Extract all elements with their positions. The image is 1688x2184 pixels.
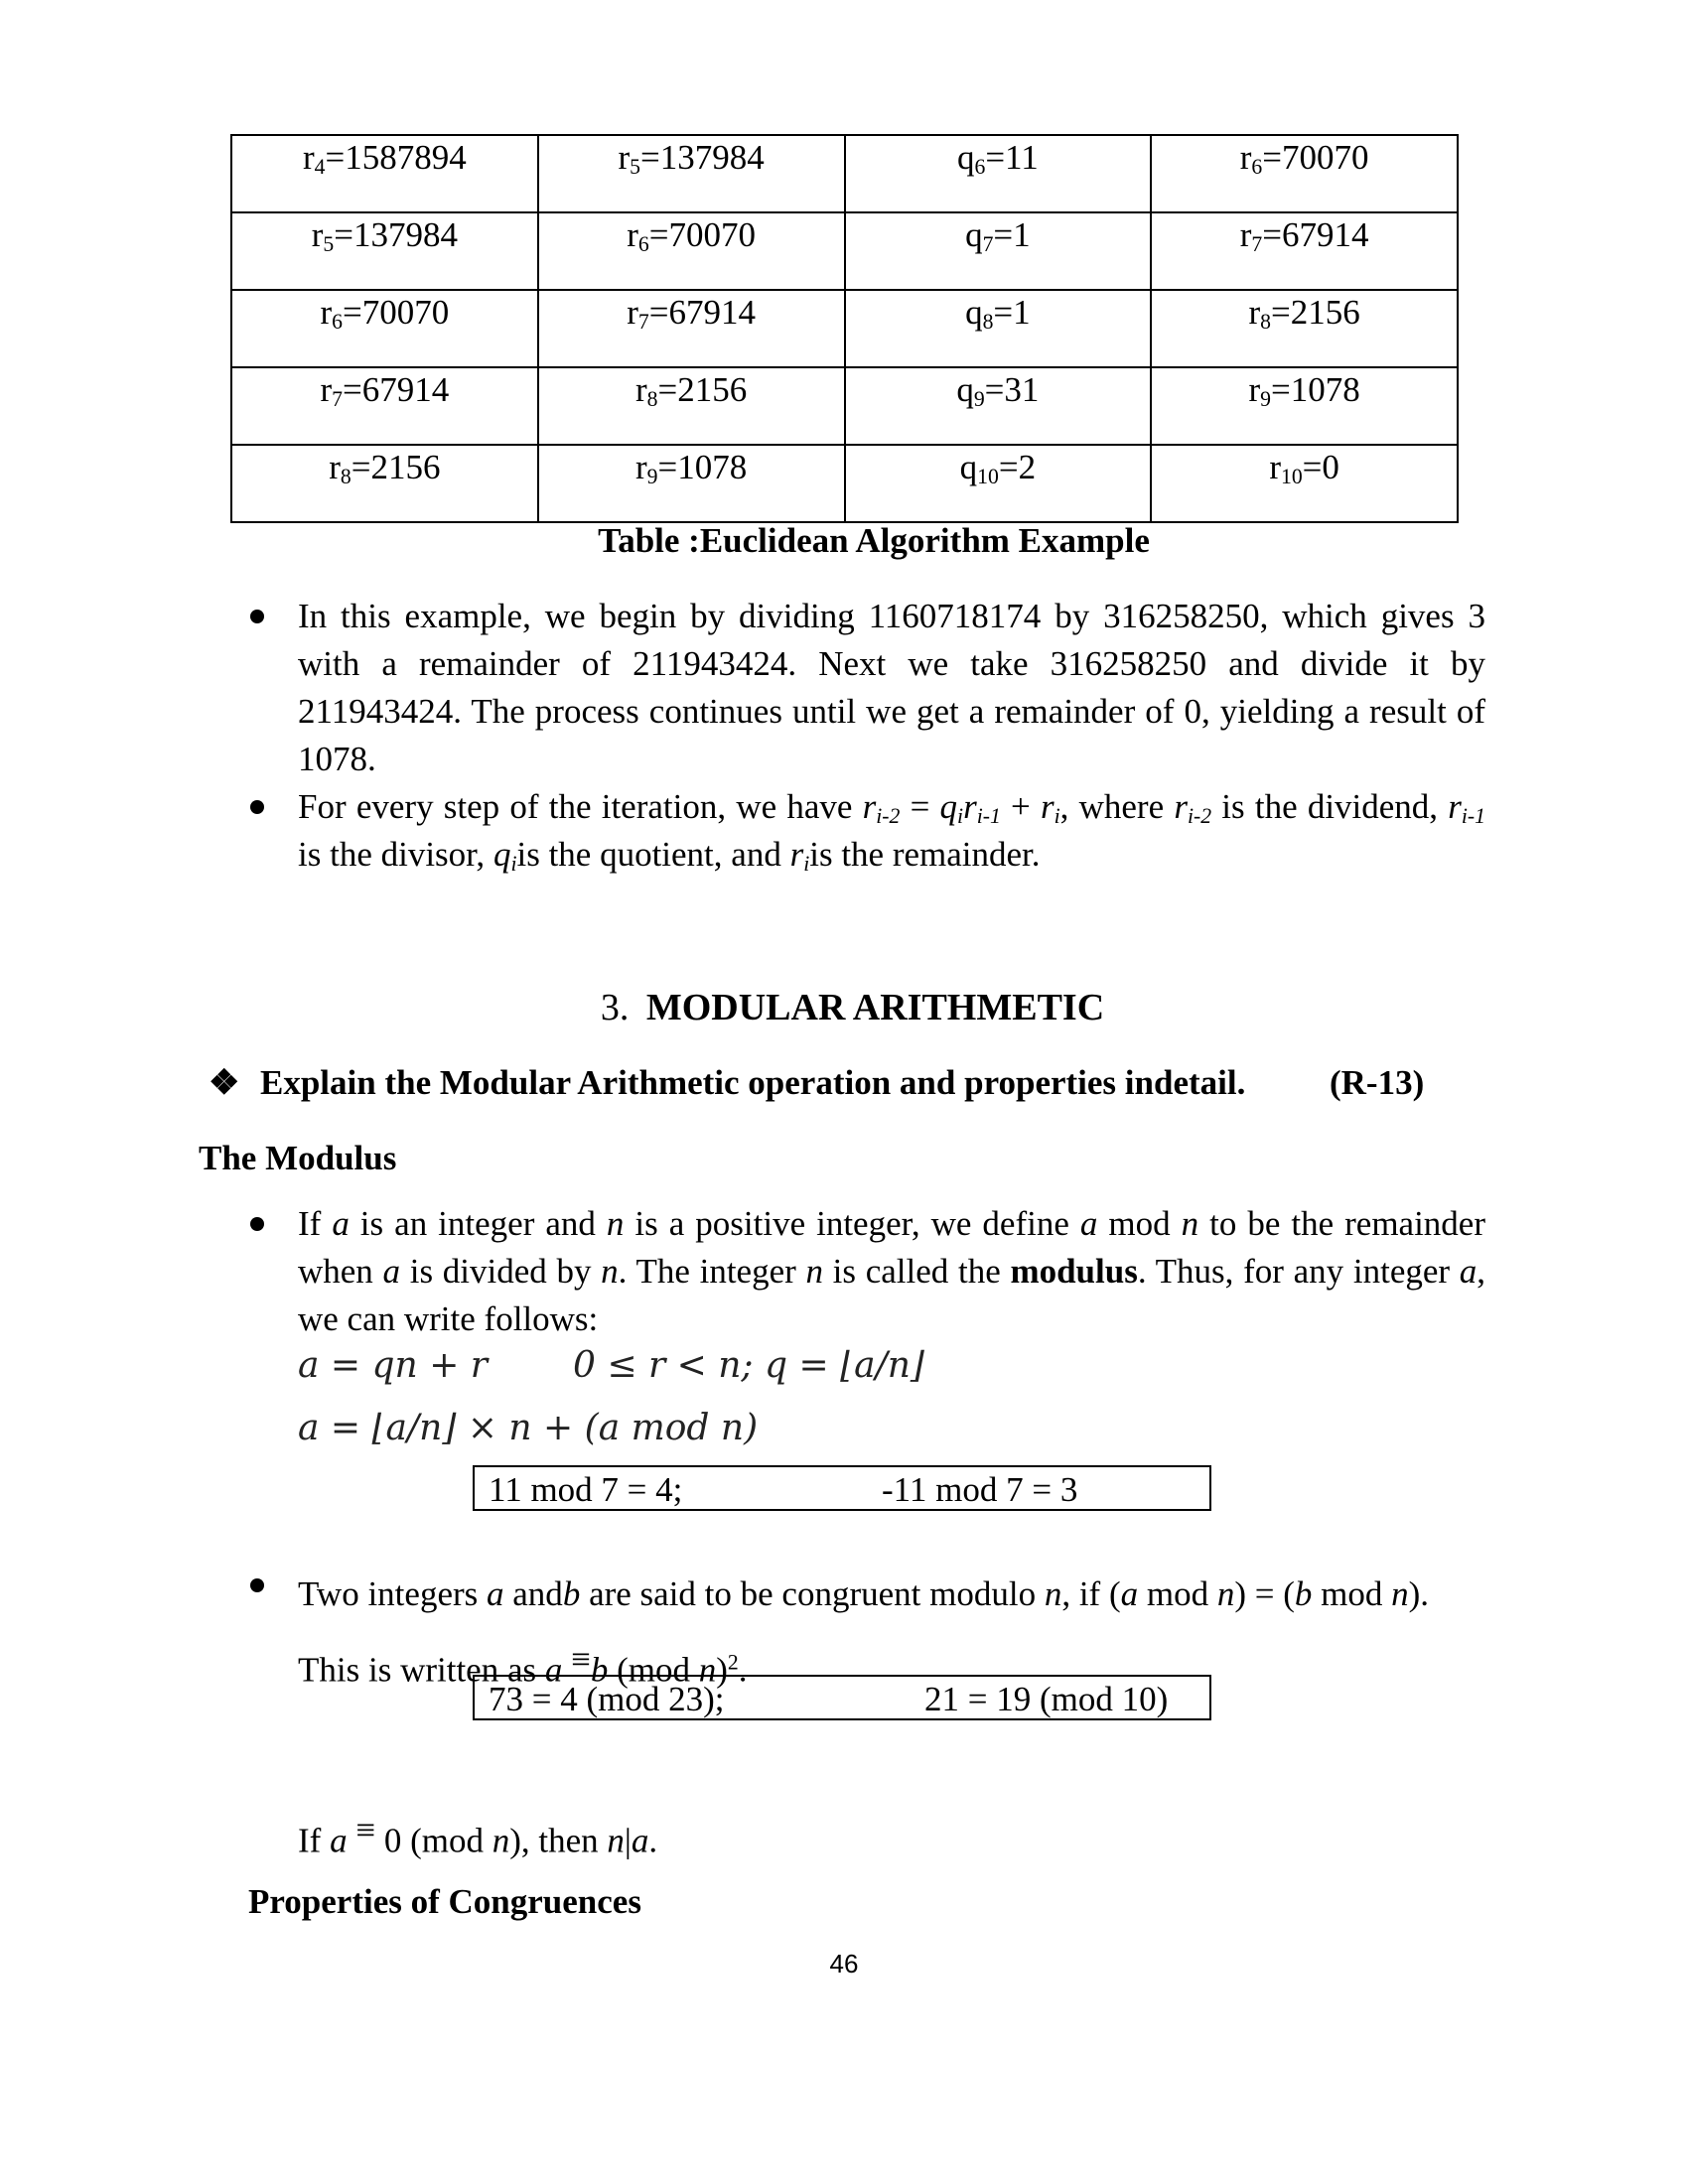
formula-division: a = qn + r 0 ≤ r < n; q = ⌊a/n⌋: [298, 1345, 924, 1386]
table-cell: $q_6=11$: [845, 135, 1152, 212]
bullet-list-euclid: [298, 593, 1485, 879]
table-cell: $r_9=1078$: [538, 445, 845, 522]
table-cell: $r_8=2156$: [231, 445, 538, 522]
example-congruence-1: 73 = 4 (mod 23);: [489, 1680, 725, 1718]
properties-heading: Properties of Congruences: [248, 1882, 641, 1921]
table-cell: $r_6=70070$: [231, 290, 538, 367]
table-cell: $r_9=1078$: [1151, 367, 1458, 445]
question-tag: (R-13): [1330, 1063, 1425, 1102]
table-row: [231, 445, 1458, 522]
bullet-example: In this example, we begin by dividing 1160718174 by 316258250, which gives 3 with a remainder of 211943424. Next we take 316258250 and divide it by 211943424. The process continues until we get a remainder of 0, yielding a result of 1078.: [298, 593, 1485, 783]
table-cell: $r_6=70070$: [1151, 135, 1458, 212]
example-box-congruence: [473, 1675, 1211, 1720]
section-title: MODULAR ARITHMETIC: [645, 987, 1105, 1028]
modulus-heading: The Modulus: [199, 1139, 397, 1177]
bullet-modulus-definition: If a is an integer and n is a positive integer, we define a mod n to be the remainder when a is divided by n. The integer n is called the modulus. Thus, for any integer a, we can write follows:: [298, 1200, 1485, 1343]
table-cell: $r_5=137984$: [231, 212, 538, 290]
table-cell: $q_8=1$: [845, 290, 1152, 367]
section-heading: [0, 986, 1688, 1029]
page-number: 46: [829, 1949, 859, 1979]
table-row: [231, 135, 1458, 212]
bullet-iteration: For every step of the iteration, we have $r_{i-2} = q_ir_{i-1} + r_i$, where $r_{i-2}$ is the dividend, $r_{i-1}$ is the divisor, $q_iis$ the quotient, and $r_iis$ the remainder.: [298, 783, 1485, 879]
section-number: 3.: [600, 987, 630, 1028]
table-cell: $r_8=2156$: [538, 367, 845, 445]
table-row: [231, 212, 1458, 290]
example-box-mod: [473, 1465, 1211, 1511]
table-cell: $r_{10}=0$: [1151, 445, 1458, 522]
formula-mod: a = ⌊a/n⌋ × n + (a mod n): [298, 1408, 759, 1448]
bullet-congruence: Two integers a andb are said to be congruent modulo n, if (a mod n) = (b mod n). This is written as a ≡b (mod n)$^2$.: [298, 1562, 1485, 1704]
example-congruence-2: 21 = 19 (mod 10): [924, 1680, 1169, 1718]
table-cell: $r_8=2156$: [1151, 290, 1458, 367]
example-mod-negative: -11 mod 7 = 3: [882, 1470, 1078, 1509]
table-cell: $r_6=70070$: [538, 212, 845, 290]
bullet-list-modulus: [298, 1200, 1485, 1343]
table-cell: $q_{10}=2$: [845, 445, 1152, 522]
table-cell: $r_7=67914$: [231, 367, 538, 445]
table-cell: $r_5=137984$: [538, 135, 845, 212]
table-caption: Table :Euclidean Algorithm Example: [598, 521, 1150, 560]
table-row: [231, 290, 1458, 367]
table-cell: $r_4=1587894$: [231, 135, 538, 212]
question-text: Explain the Modular Arithmetic operation and properties indetail.: [260, 1063, 1246, 1102]
table-row: [231, 367, 1458, 445]
table-cell: $r_7=67914$: [538, 290, 845, 367]
euclid-table: [230, 134, 1459, 523]
divisibility-line: If a ≡ 0 (mod n), then n|a.: [298, 1811, 658, 1860]
table-cell: $r_7=67914$: [1151, 212, 1458, 290]
table-cell: $q_7=1$: [845, 212, 1152, 290]
question-line: [209, 1063, 1425, 1103]
diamond-bullet-icon: ❖: [209, 1063, 240, 1102]
table-cell: $q_9=31$: [845, 367, 1152, 445]
example-mod-positive: 11 mod 7 = 4;: [489, 1470, 683, 1509]
equiv-symbol: ≡: [571, 1640, 591, 1679]
equiv-symbol-2: ≡: [355, 1811, 376, 1849]
